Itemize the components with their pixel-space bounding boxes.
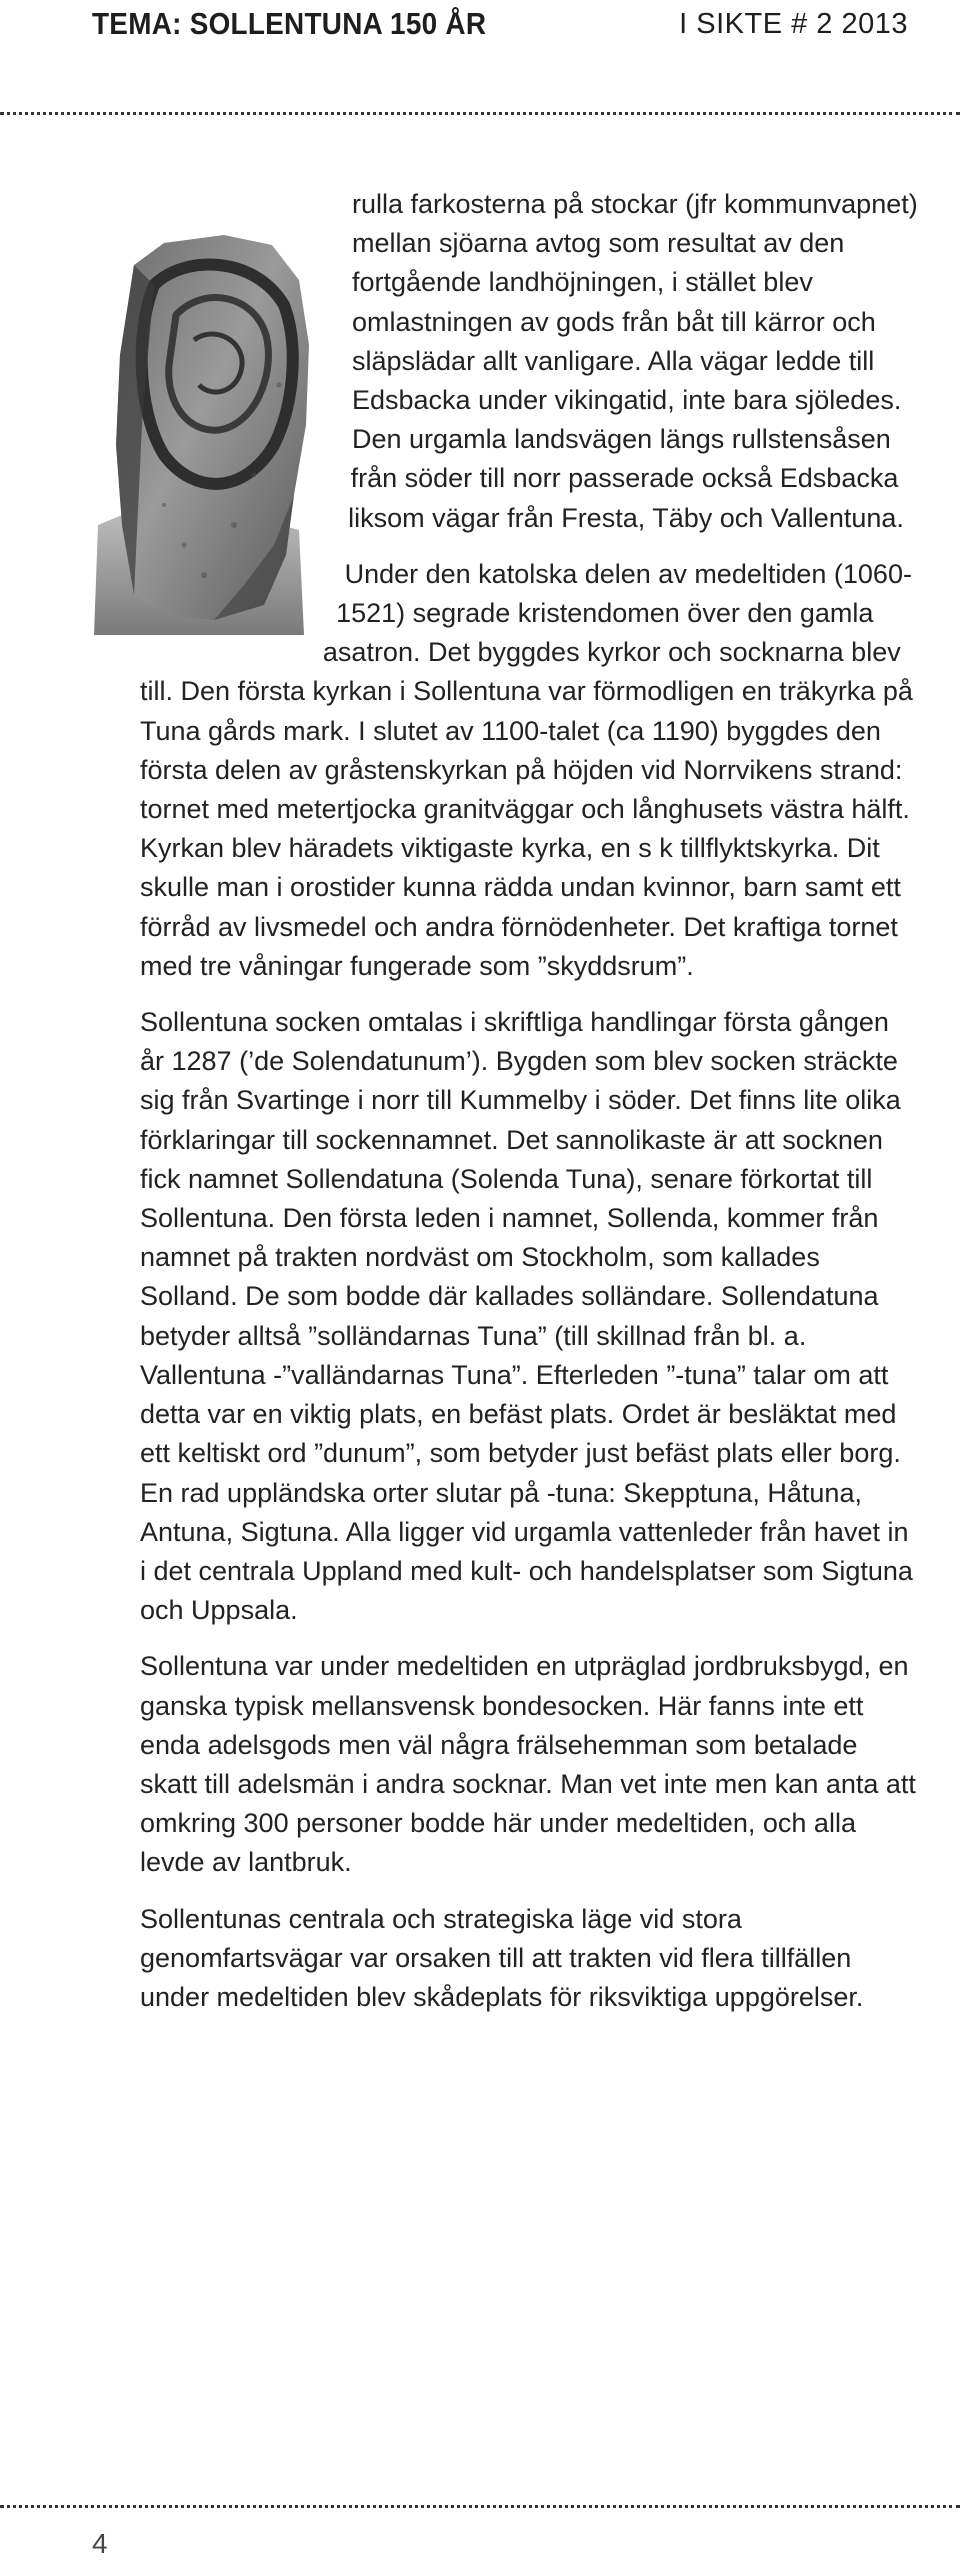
footer-divider: [0, 2505, 960, 2508]
paragraph: rulla farkosterna på stockar (jfr kommunvapnet) mellan sjöarna avtog som resultat av den fortgående landhöjningen, i stället blev omlastningen av gods från båt till kärror och släpslädar allt vanligare. Alla vägar ledde till Edsbacka under vikingatid, inte bara sjöledes. Den urgamla landsvägen längs rullstensåsen från söder till norr passerade också Edsbacka liksom vägar från Fresta, Täby och Vallentuna.: [348, 189, 918, 533]
paragraph: Sollentuna socken omtalas i skriftliga handlingar första gången år 1287 (’de Solendatunum’). Bygden som blev socken sträckte sig från Svartinge i norr till Kummelby i söder. Det finns lite olika förklaringar till sockennamnet. Det sannolikaste är att socknen fick namnet Sollendatuna (Solenda Tuna), senare förkortat till Sollentuna. Den första leden i namnet, Sollenda, kommer från namnet på trakten nordväst om Stockholm, som kallades Solland. De som bodde där kallades solländare. Sollendatuna betyder alltså ”solländarnas Tuna” (till skillnad från bl. a. Vallentuna -”valländarnas Tuna”. Efterleden ”-tuna” talar om att detta var en viktig plats, en befäst plats. Ordet är besläktat med ett keltiskt ord ”dunum”, som betyder just befäst plats eller borg. En rad uppländska orter slutar på -tuna: Skepptuna, Håtuna, Antuna, Sigtuna. Alla ligger vid urgamla vattenleder från havet in i det centrala Uppland med kult- och handelsplatser som Sigtuna och Uppsala.: [140, 1007, 913, 1626]
header-theme: TEMA: SOLLENTUNA 150 ÅR: [92, 6, 487, 41]
paragraph: Sollentunas centrala och strategiska läge vid stora genomfartsvägar var orsaken till att trakten vid flera tillfällen under medeltiden blev skådeplats för riksviktiga uppgörelser.: [140, 1903, 864, 2012]
page-number: 4: [92, 2528, 108, 2559]
article-body: [140, 185, 920, 2034]
runestone-photo: [94, 225, 322, 635]
page-header: [0, 0, 960, 60]
runestone-image: [94, 225, 322, 635]
header-divider: [0, 112, 960, 115]
paragraph: Under den katolska delen av medeltiden (1060-1521) segrade kristendomen över den gamla asatron. Det byggdes kyrkor och socknarna blev till. Den första kyrkan i Sollentuna var förmodligen en träkyrka på Tuna gårds mark. I slutet av 1100-talet (ca 1190) byggdes den första delen av gråstenskyrkan på höjden vid Norrvikens strand: tornet med metertjocka granitväggar och långhusets västra hälft. Kyrkan blev häradets viktigaste kyrka, en s k tillflyktskyrka. Dit skulle man i orostider kunna rädda undan kvinnor, barn samt ett förråd av livsmedel och andra förnödenheter. Det kraftiga tornet med tre våningar fungerade som ”skyddsrum”.: [140, 558, 913, 981]
paragraph: Sollentuna var under medeltiden en utpräglad jordbruksbygd, en ganska typisk mellansvensk bondesocken. Här fanns inte ett enda adelsgods men väl några frälsehemman som betalade skatt till adelsmän i andra socknar. Man vet inte men kan anta att omkring 300 personer bodde här under medeltiden, och alla levde av lantbruk.: [140, 1651, 916, 1878]
header-issue: I SIKTE # 2 2013: [679, 8, 908, 40]
